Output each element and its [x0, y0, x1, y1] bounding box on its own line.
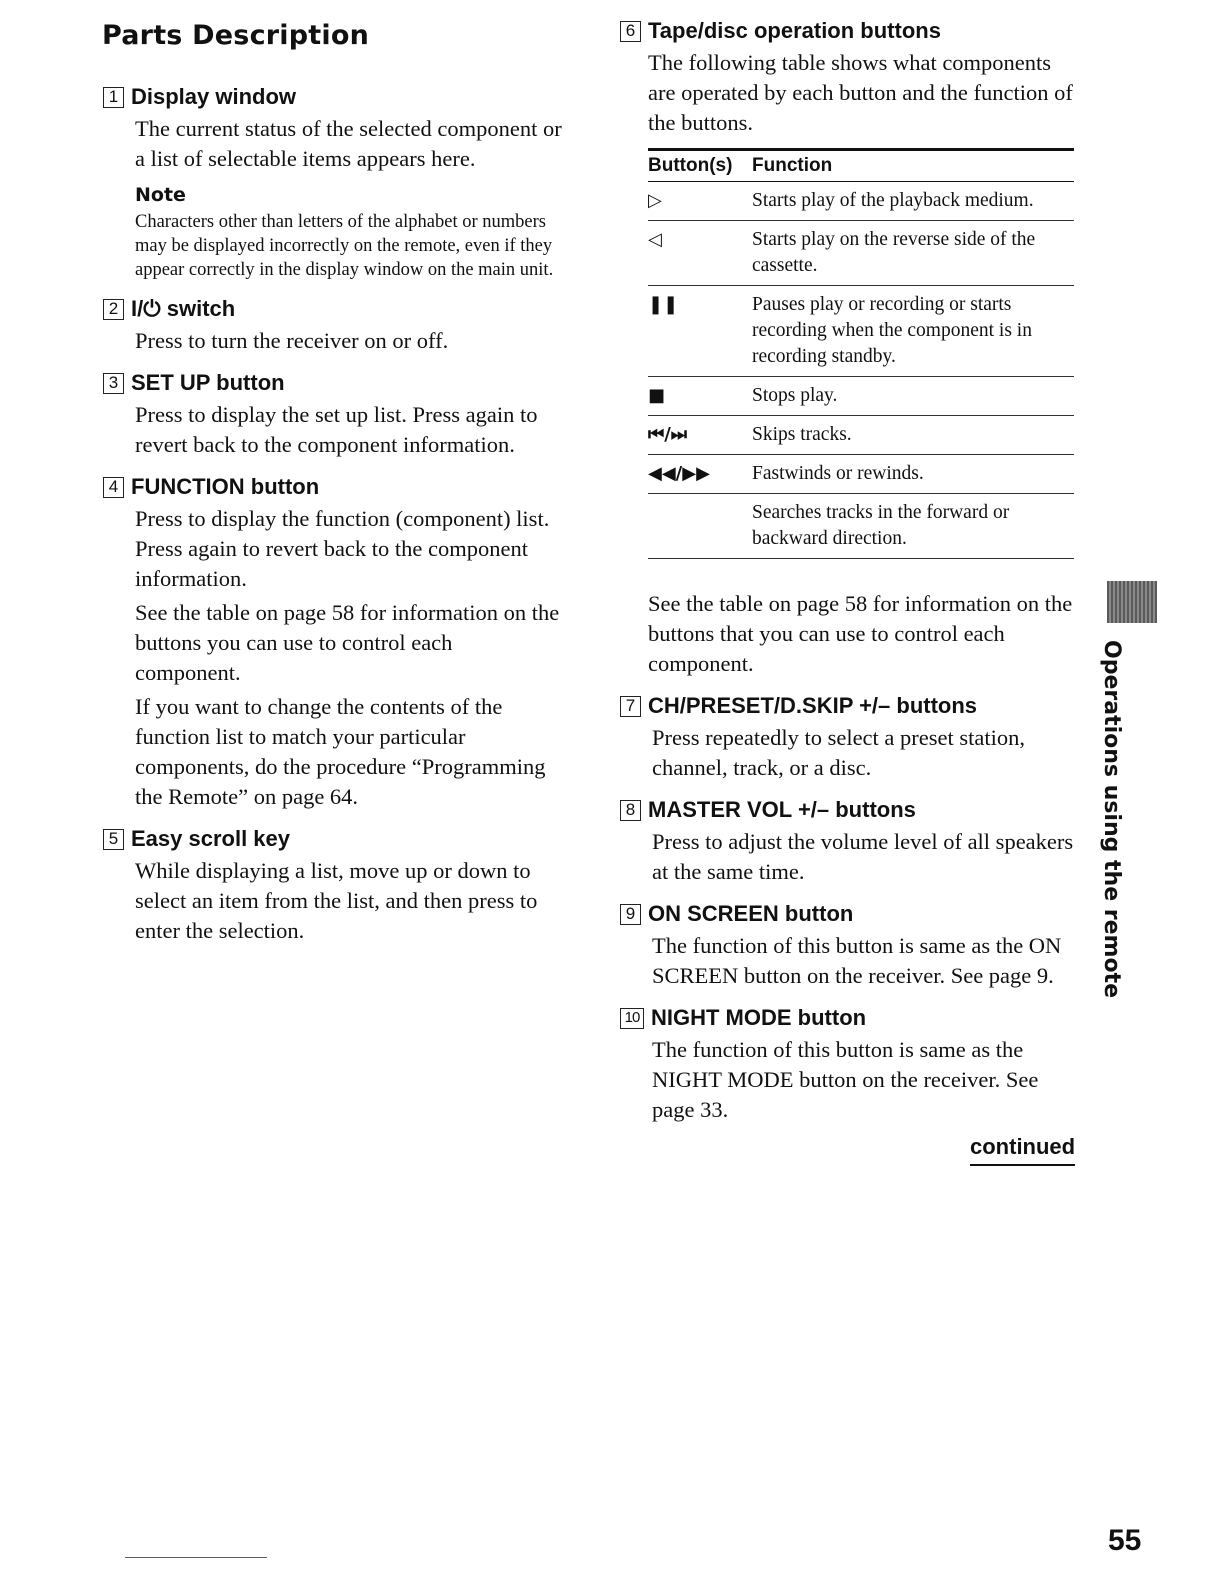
- operations-table: [648, 148, 1074, 559]
- page-title: Parts Description: [102, 20, 370, 51]
- section-heading: [103, 474, 563, 500]
- section-title: FUNCTION button: [131, 474, 320, 499]
- item-number: 2: [103, 299, 124, 320]
- item-number: 7: [620, 696, 641, 717]
- continued-label: continued: [970, 1134, 1075, 1166]
- table-header-row: [648, 150, 1074, 182]
- stop-icon: ■: [648, 377, 752, 416]
- section-heading: [620, 693, 1078, 719]
- item-number: 3: [103, 373, 124, 394]
- table-header-function: Function: [752, 150, 1074, 182]
- note-text: Characters other than letters of the alphabet or numbers may be displayed incorrectly on the remote, even if they appear correctly in the display window on the main unit.: [135, 212, 554, 280]
- section-text: Press to adjust the volume level of all speakers at the same time.: [652, 829, 1074, 884]
- note-label: Note: [135, 184, 186, 206]
- section-text: If you want to change the contents of the function list to match your particular components, do the procedure “Programming the Remote” on page 64.: [135, 694, 546, 809]
- item-number: 10: [620, 1008, 644, 1029]
- section-text: While displaying a list, move up or down to select an item from the list, and then press to enter the selection.: [135, 858, 538, 943]
- table-row: [648, 455, 1074, 494]
- section-text: Press to display the set up list. Press again to revert back to the component information.: [135, 402, 538, 457]
- section-text: The function of this button is same as the ON SCREEN button on the receiver. See page 9.: [652, 933, 1062, 988]
- section-title: I/⏻ switch: [131, 296, 236, 321]
- table-cell-function: Starts play on the reverse side of the cassette.: [752, 221, 1074, 286]
- section-title: Display window: [131, 84, 297, 109]
- section-heading: [620, 18, 1078, 44]
- section-night-mode-button: [620, 1005, 1078, 1125]
- table-row: [648, 416, 1074, 455]
- section-display-window: [103, 84, 563, 282]
- reverse-play-icon: ◁: [648, 221, 752, 286]
- section-text: The current status of the selected component or a list of selectable items appears here.: [135, 116, 562, 171]
- item-number: 9: [620, 904, 641, 925]
- table-cell-function: Fastwinds or rewinds.: [752, 455, 1074, 494]
- item-number: 8: [620, 800, 641, 821]
- section-text: The following table shows what components are operated by each button and the function of the buttons.: [648, 50, 1073, 135]
- table-cell-function: Starts play of the playback medium.: [752, 182, 1074, 221]
- item-number: 1: [103, 87, 124, 108]
- section-heading: [103, 826, 563, 852]
- section-title: NIGHT MODE button: [651, 1005, 867, 1030]
- table-row: [648, 286, 1074, 377]
- item-number: 5: [103, 829, 124, 850]
- item-number: 6: [620, 21, 641, 42]
- section-heading: [103, 370, 563, 396]
- section-power-switch: [103, 296, 563, 356]
- table-cell-function: Pauses play or recording or starts recording when the component is in recording standby.: [752, 286, 1074, 377]
- section-easy-scroll-key: [103, 826, 563, 946]
- section-text: Press to turn the receiver on or off.: [135, 328, 449, 353]
- play-icon: ▷: [648, 182, 752, 221]
- section-heading: [103, 296, 563, 322]
- section-text: See the table on page 58 for information on the buttons that you can use to control each component.: [648, 591, 1073, 676]
- item-number: 4: [103, 477, 124, 498]
- section-heading: [620, 1005, 1078, 1031]
- section-tape-disc-buttons: [620, 18, 1078, 679]
- section-function-button: [103, 474, 563, 812]
- section-text: The function of this button is same as the NIGHT MODE button on the receiver. See page 33.: [652, 1037, 1039, 1122]
- section-title: SET UP button: [131, 370, 285, 395]
- sidebar-marker: [1107, 581, 1157, 623]
- section-ch-preset-buttons: [620, 693, 1078, 783]
- section-text: Press repeatedly to select a preset station, channel, track, or a disc.: [652, 725, 1025, 780]
- table-cell-function: Skips tracks.: [752, 416, 1074, 455]
- section-text: Press to display the function (component) list. Press again to revert back to the component information.: [135, 506, 550, 591]
- rewind-fastforward-icon: ◀◀/▶▶: [648, 455, 752, 494]
- table-cell-function: Searches tracks in the forward or backward direction.: [752, 494, 1074, 559]
- page-number: 55: [1108, 1524, 1142, 1557]
- section-heading: [620, 797, 1078, 823]
- section-on-screen-button: [620, 901, 1078, 991]
- section-set-up-button: [103, 370, 563, 460]
- table-row: [648, 377, 1074, 416]
- section-text: See the table on page 58 for information on the buttons you can use to control each component.: [135, 600, 560, 685]
- table-header-buttons: Button(s): [648, 150, 752, 182]
- section-master-vol-buttons: [620, 797, 1078, 887]
- pause-icon: ❚❚: [648, 286, 752, 377]
- table-row: [648, 182, 1074, 221]
- section-title: Easy scroll key: [131, 826, 291, 851]
- section-title: CH/PRESET/D.SKIP +/– buttons: [648, 693, 978, 718]
- table-row: [648, 221, 1074, 286]
- table-row: [648, 494, 1074, 559]
- footer-rule: [125, 1557, 267, 1558]
- section-title: MASTER VOL +/– buttons: [648, 797, 916, 822]
- skip-tracks-icon: ⏮/⏭: [648, 416, 752, 455]
- table-cell-function: Stops play.: [752, 377, 1074, 416]
- section-title: Tape/disc operation buttons: [648, 18, 941, 43]
- sidebar-tab-label: Operations using the remote: [1099, 640, 1124, 999]
- right-column: [620, 18, 1078, 1139]
- table-cell-symbol: [648, 494, 752, 559]
- section-title: ON SCREEN button: [648, 901, 854, 926]
- section-heading: [620, 901, 1078, 927]
- section-heading: [103, 84, 563, 110]
- left-column: [103, 84, 563, 960]
